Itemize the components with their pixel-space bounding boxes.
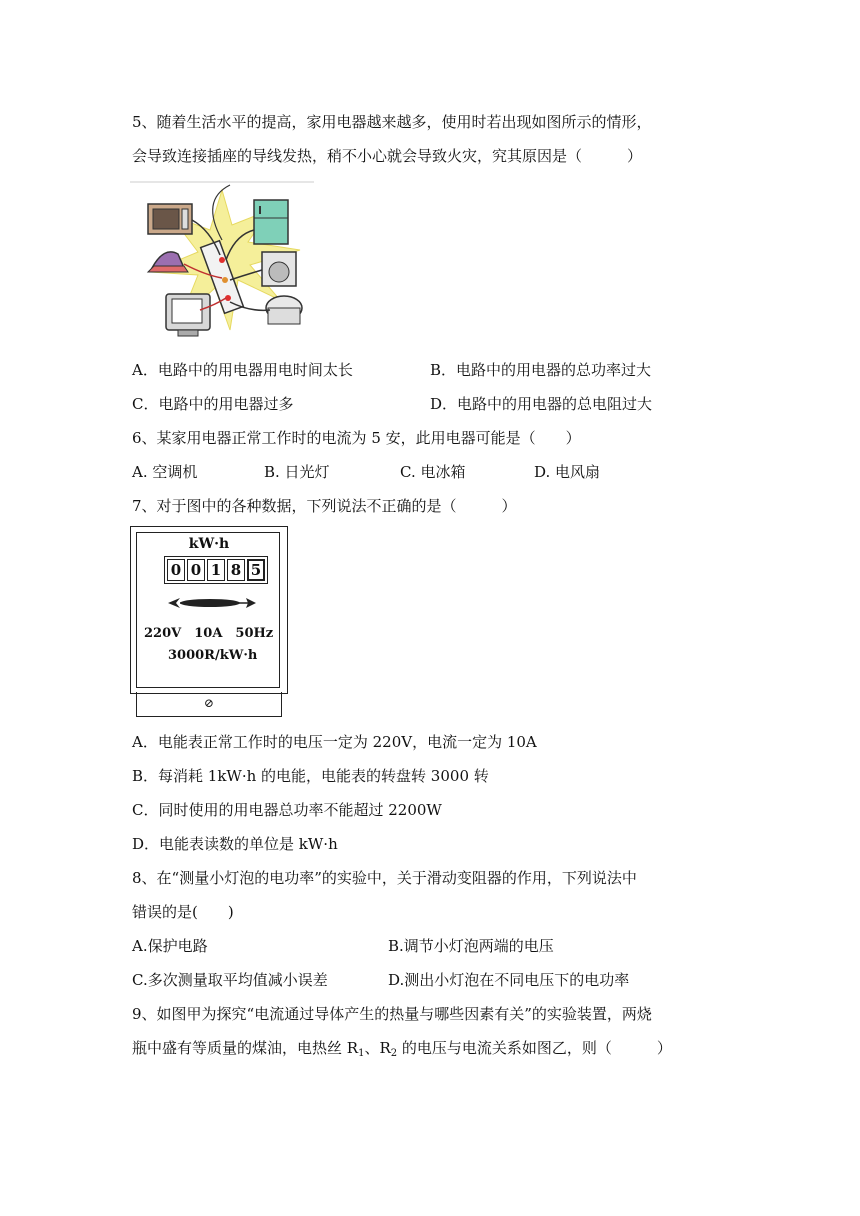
meter-revolutions: 3000R/kW·h <box>168 648 258 663</box>
q6-stem: 6、某家用电器正常工作时的电流为 5 安，此用电器可能是（ ） <box>132 429 581 447</box>
q5-option-d: D．电路中的用电器的总电阻过大 <box>430 395 653 413</box>
q8-option-a: A.保护电路 <box>132 937 208 955</box>
q9-stem-line2: 瓶中盛有等质量的煤油，电热丝 $R_1$、$R_2$ 的电压与电流关系如图乙，则（ ） <box>132 1039 672 1059</box>
meter-digit: 1 <box>207 559 225 581</box>
washing-machine-icon <box>262 252 296 286</box>
meter-digit: 0 <box>187 559 205 581</box>
q5-stem-line2: 会导致连接插座的导线发热，稍不小心就会导致火灾，究其原因是（ ） <box>132 147 643 165</box>
rice-cooker-icon <box>266 296 302 324</box>
q5-option-b: B．电路中的用电器的总功率过大 <box>430 361 652 379</box>
q8-option-c: C.多次测量取平均值减小误差 <box>132 971 328 989</box>
iron-icon <box>148 252 188 272</box>
q7-option-d: D．电能表读数的单位是 kW·h <box>132 835 338 853</box>
q8-option-d: D.测出小灯泡在不同电压下的电功率 <box>388 971 630 989</box>
electric-meter-figure <box>130 526 288 720</box>
q6-option-a: A. 空调机 <box>132 463 198 481</box>
q6-option-b: B. 日光灯 <box>264 463 330 481</box>
meter-digit: 0 <box>167 559 185 581</box>
q8-stem-line1: 8、在“测量小灯泡的电功率”的实验中，关于滑动变阻器的作用，下列说法中 <box>132 869 637 887</box>
q7-stem: 7、对于图中的各种数据，下列说法不正确的是（ ） <box>132 497 517 515</box>
q7-option-c: C．同时使用的用电器总功率不能超过 2200W <box>132 801 442 819</box>
microwave-icon <box>148 204 192 234</box>
meter-unit-label: kW·h <box>188 536 230 552</box>
meter-specs: 220V 10A 50Hz <box>144 626 274 641</box>
q8-option-b: B.调节小灯泡两端的电压 <box>388 937 554 955</box>
q6-option-d: D. 电风扇 <box>534 463 601 481</box>
meter-screw-icon: ⊘ <box>203 696 215 710</box>
meter-digit: 8 <box>227 559 245 581</box>
meter-digit-decimal: 5 <box>247 559 265 581</box>
q5-option-a: A．电路中的用电器用电时间太长 <box>132 361 353 379</box>
q9-stem-line1: 9、如图甲为探究“电流通过导体产生的热量与哪些因素有关”的实验装置，两烧 <box>132 1005 652 1023</box>
television-icon <box>166 294 210 336</box>
meter-digit-display <box>164 556 268 584</box>
q5-option-c: C．电路中的用电器过多 <box>132 395 294 413</box>
q5-stem-line1: 5、随着生活水平的提高，家用电器越来越多，使用时若出现如图所示的情形， <box>132 113 652 131</box>
q6-option-c: C. 电冰箱 <box>400 463 466 481</box>
appliances-illustration <box>130 180 314 344</box>
q8-stem-line2: 错误的是( ) <box>132 903 234 921</box>
meter-disc-arrow-icon <box>166 596 258 610</box>
q7-option-b: B．每消耗 1kW·h 的电能，电能表的转盘转 3000 转 <box>132 767 489 785</box>
q7-option-a: A．电能表正常工作时的电压一定为 220V，电流一定为 10A <box>132 733 537 751</box>
refrigerator-icon <box>254 200 288 244</box>
